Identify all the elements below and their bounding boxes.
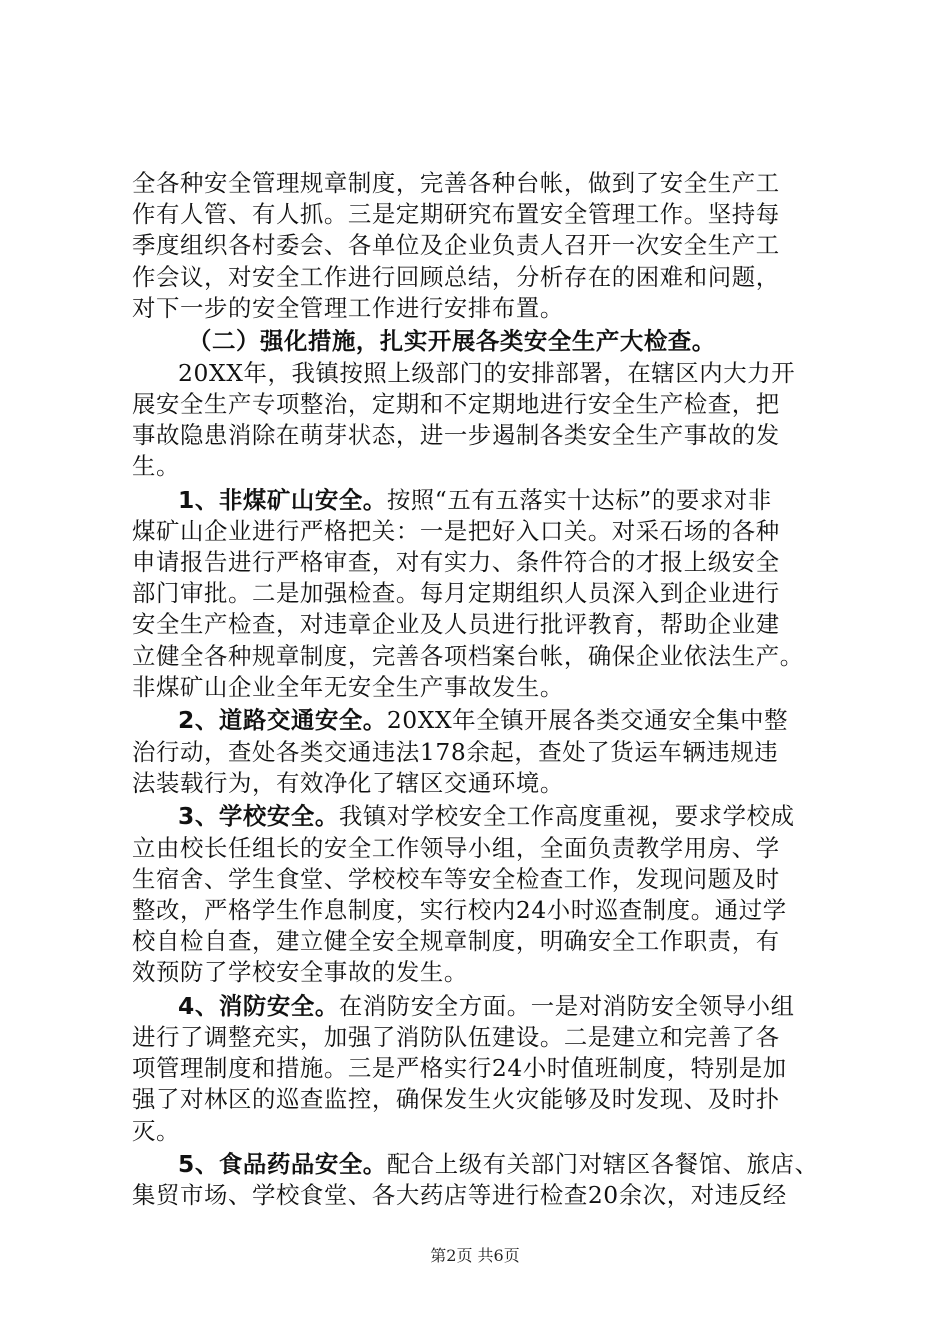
text-line: 季度组织各村委会、各单位及企业负责人召开一次安全生产工 — [132, 231, 780, 260]
text-line: 作会议，对安全工作进行回顾总结，分析存在的困难和问题， — [132, 262, 780, 291]
text-line: 灭。 — [132, 1116, 180, 1145]
list-item-lead: 1、非煤矿山安全。 — [178, 485, 387, 514]
section-heading-text: （二）强化措施，扎实开展各类安全生产大检查。 — [188, 327, 716, 356]
list-item — [132, 991, 832, 1147]
text-line: 集贸市场、学校食堂、各大药店等进行检查20余次，对违反经 — [132, 1181, 787, 1210]
list-item-lead: 2、道路交通安全。 — [178, 706, 387, 735]
document-body — [132, 168, 832, 1212]
text-line: 整改，严格学生作息制度，实行校内24小时巡查制度。通过学 — [132, 895, 787, 924]
text-line: 生。 — [132, 452, 180, 481]
paragraph — [132, 358, 832, 483]
list-item-text: 配合上级有关部门对辖区各餐馆、旅店、 — [386, 1150, 819, 1179]
text-line: 项管理制度和措施。三是严格实行24小时值班制度，特别是加 — [132, 1054, 787, 1083]
text-line: 强了对林区的巡查监控，确保发生火灾能够及时发现、及时扑 — [132, 1085, 780, 1114]
text-line: 部门审批。二是加强检查。每月定期组织人员深入到企业进行 — [132, 579, 780, 608]
list-item — [132, 801, 832, 988]
text-line: 效预防了学校安全事故的发生。 — [132, 958, 468, 987]
text-line: 立健全各种规章制度，完善各项档案台帐，确保企业依法生产。 — [132, 641, 804, 670]
text-line: 作有人管、有人抓。三是定期研究布置安全管理工作。坚持每 — [132, 200, 780, 229]
text-line: 法装载行为，有效净化了辖区交通环境。 — [132, 768, 564, 797]
text-line: 展安全生产专项整治，定期和不定期地进行安全生产检查，把 — [132, 389, 780, 418]
text-line: 20XX年，我镇按照上级部门的安排部署，在辖区内大力开 — [178, 358, 796, 387]
list-item-first-line — [132, 705, 832, 736]
list-item — [132, 1149, 832, 1211]
list-item-lead: 5、食品药品安全。 — [178, 1150, 387, 1179]
list-item-text: 我镇对学校安全工作高度重视，要求学校成 — [338, 802, 795, 831]
text-line: 进行了调整充实，加强了消防队伍建设。二是建立和完善了各 — [132, 1023, 780, 1052]
text-line: 校自检自查，建立健全安全规章制度，明确安全工作职责，有 — [132, 927, 780, 956]
list-item-first-line — [132, 801, 832, 832]
text-line: 煤矿山企业进行严格把关：一是把好入口关。对采石场的各种 — [132, 516, 780, 545]
list-item-text: 在消防安全方面。一是对消防安全领导小组 — [338, 991, 795, 1020]
list-item-text: 按照“五有五落实十达标”的要求对非 — [386, 485, 772, 514]
text-line: 全各种安全管理规章制度，完善各种台帐，做到了安全生产工 — [132, 169, 780, 197]
text-line: 对下一步的安全管理工作进行安排布置。 — [132, 293, 564, 322]
section-heading — [132, 326, 832, 357]
text-line: 治行动，查处各类交通违法178余起，查处了货运车辆违规违 — [132, 737, 779, 766]
text-line: 事故隐患消除在萌芽状态，进一步遏制各类安全生产事故的发 — [132, 420, 780, 449]
list-item — [132, 705, 832, 799]
list-item-lead: 3、学校安全。 — [178, 802, 339, 831]
list-item-text: 20XX年全镇开展各类交通安全集中整 — [386, 706, 789, 735]
text-line: 申请报告进行严格审查，对有实力、条件符合的才报上级安全 — [132, 548, 780, 577]
list-item — [132, 485, 832, 703]
paragraph — [132, 168, 832, 324]
page-footer: 第2页 共6页 — [430, 1246, 520, 1265]
text-line: 立由校长任组长的安全工作领导小组，全面负责教学用房、学 — [132, 833, 780, 862]
list-item-lead: 4、消防安全。 — [178, 991, 339, 1020]
text-line: 非煤矿山企业全年无安全生产事故发生。 — [132, 672, 564, 701]
list-item-first-line — [132, 991, 832, 1022]
list-item-first-line — [132, 485, 832, 516]
text-line: 生宿舍、学生食堂、学校校车等安全检查工作，发现问题及时 — [132, 864, 780, 893]
list-item-first-line — [132, 1149, 832, 1180]
text-line: 安全生产检查，对违章企业及人员进行批评教育，帮助企业建 — [132, 610, 780, 639]
